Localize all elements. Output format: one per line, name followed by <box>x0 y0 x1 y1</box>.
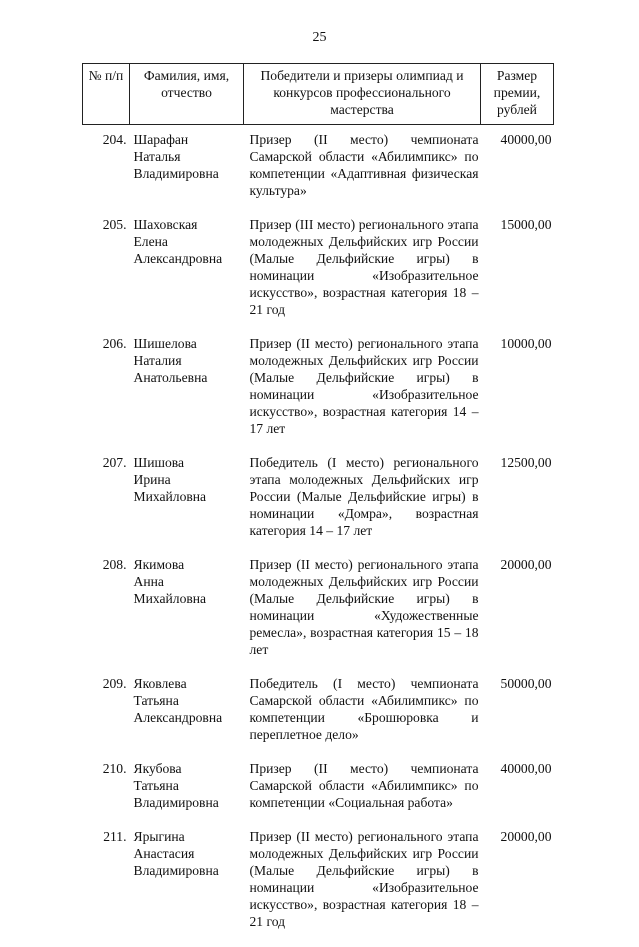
table-row <box>83 454 554 556</box>
table-header <box>83 64 554 125</box>
row-achievement: Призер (II место) регионального этапа молодежных Дельфийских игр России (Малые Дельфийские игры) в номинации «Художественные ремесла», возрастная категория 15 – 18 лет <box>244 556 481 675</box>
row-achievement: Призер (II место) чемпионата Самарской области «Абилимпикс» по компетенции «Адаптивная физическая культура» <box>244 131 481 216</box>
row-number: 210. <box>83 760 130 828</box>
table-row <box>83 675 554 760</box>
row-amount: 20000,00 <box>481 556 554 675</box>
row-full-name <box>130 828 244 947</box>
name-surname: Шаховская <box>134 216 242 233</box>
row-full-name <box>130 454 244 556</box>
row-full-name <box>130 131 244 216</box>
row-achievement: Призер (III место) регионального этапа молодежных Дельфийских игр России (Малые Дельфийские игры) в номинации «Изобразительное искусство», возрастная категория 18 – 21 год <box>244 216 481 335</box>
name-surname: Ярыгина <box>134 828 242 845</box>
name-patronymic: Александровна <box>134 709 242 726</box>
name-given: Наталья <box>134 148 242 165</box>
name-given: Елена <box>134 233 242 250</box>
name-patronymic: Владимировна <box>134 165 242 182</box>
row-achievement: Победитель (I место) чемпионата Самарской области «Абилимпикс» по компетенции «Брошюровка и переплетное дело» <box>244 675 481 760</box>
row-amount: 40000,00 <box>481 131 554 216</box>
row-amount: 20000,00 <box>481 828 554 947</box>
table-row <box>83 131 554 216</box>
awards-table <box>82 63 554 947</box>
header-number: № п/п <box>83 64 130 125</box>
row-amount: 50000,00 <box>481 675 554 760</box>
name-given: Анастасия <box>134 845 242 862</box>
name-surname: Шишелова <box>134 335 242 352</box>
name-given: Анна <box>134 573 242 590</box>
row-number: 204. <box>83 131 130 216</box>
table-row <box>83 828 554 947</box>
name-patronymic: Анатольевна <box>134 369 242 386</box>
table-row <box>83 216 554 335</box>
name-given: Ирина <box>134 471 242 488</box>
name-surname: Якубова <box>134 760 242 777</box>
name-patronymic: Владимировна <box>134 862 242 879</box>
row-amount: 12500,00 <box>481 454 554 556</box>
table-row <box>83 760 554 828</box>
row-achievement: Призер (II место) чемпионата Самарской области «Абилимпикс» по компетенции «Социальная работа» <box>244 760 481 828</box>
table-body <box>83 125 554 947</box>
header-name: Фамилия, имя, отчество <box>130 64 244 125</box>
row-amount: 40000,00 <box>481 760 554 828</box>
row-full-name <box>130 556 244 675</box>
row-full-name <box>130 675 244 760</box>
row-number: 211. <box>83 828 130 947</box>
row-full-name <box>130 216 244 335</box>
name-patronymic: Михайловна <box>134 488 242 505</box>
name-patronymic: Владимировна <box>134 794 242 811</box>
table-row <box>83 335 554 454</box>
row-number: 208. <box>83 556 130 675</box>
row-achievement: Победитель (I место) регионального этапа молодежных Дельфийских игр России (Малые Дельфийские игры) в номинации «Домра», возрастная категория 14 – 17 лет <box>244 454 481 556</box>
header-description: Победители и призеры олимпиад и конкурсов профессионального мастерства <box>244 64 481 125</box>
row-achievement: Призер (II место) регионального этапа молодежных Дельфийских игр России (Малые Дельфийские игры) в номинации «Изобразительное искусство», возрастная категория 14 – 17 лет <box>244 335 481 454</box>
row-amount: 15000,00 <box>481 216 554 335</box>
row-full-name <box>130 760 244 828</box>
name-surname: Шарафан <box>134 131 242 148</box>
row-number: 209. <box>83 675 130 760</box>
row-full-name <box>130 335 244 454</box>
name-patronymic: Михайловна <box>134 590 242 607</box>
page-number: 25 <box>0 30 639 46</box>
name-surname: Яковлева <box>134 675 242 692</box>
table-row <box>83 556 554 675</box>
name-surname: Якимова <box>134 556 242 573</box>
name-given: Наталия <box>134 352 242 369</box>
row-number: 205. <box>83 216 130 335</box>
row-number: 207. <box>83 454 130 556</box>
row-achievement: Призер (II место) регионального этапа молодежных Дельфийских игр России (Малые Дельфийские игры) в номинации «Изобразительное искусство», возрастная категория 18 – 21 год <box>244 828 481 947</box>
name-given: Татьяна <box>134 692 242 709</box>
row-number: 206. <box>83 335 130 454</box>
name-surname: Шишова <box>134 454 242 471</box>
name-given: Татьяна <box>134 777 242 794</box>
name-patronymic: Александровна <box>134 250 242 267</box>
row-amount: 10000,00 <box>481 335 554 454</box>
header-amount: Размер премии, рублей <box>481 64 554 125</box>
